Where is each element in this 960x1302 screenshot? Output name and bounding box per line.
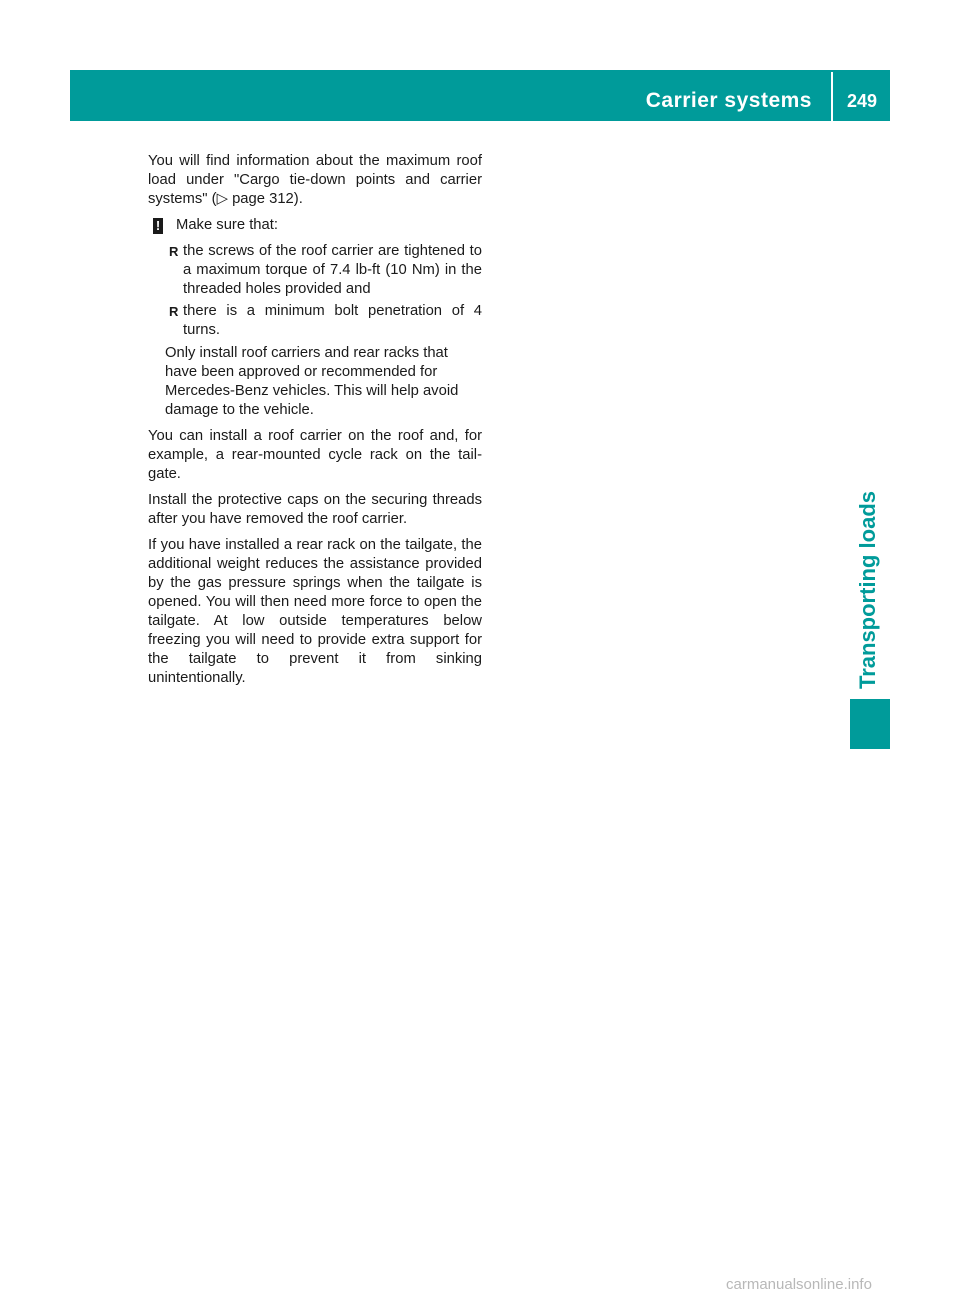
list-item: R there is a minimum bolt penetration of 4 turns. (169, 303, 482, 338)
warning-icon: ! (153, 218, 163, 234)
paragraph-protective-caps: Install the protective caps on the securing threads after you have removed the roof carrier. (148, 492, 482, 527)
bullet-icon: R (169, 304, 179, 319)
section-header-bar (70, 70, 890, 121)
paragraph-rear-rack: If you have installed a rear rack on the tailgate, the additional weight reduces the assistance provided by the gas pressure springs when the tailgate is opened. You will then need more force to open the tailgate. At low outside temperatures below freezing you will need to provide extra support for the tailgate to prevent it from sinking unintentionally. (148, 537, 482, 686)
intro-paragraph: You will find information about the maximum roof load under "Cargo tie-down points and carrier systems" (▷ page 312). (148, 153, 482, 207)
page-content (148, 152, 482, 695)
page-number: 249 (846, 91, 878, 111)
notice-bullet-list (165, 242, 482, 340)
paragraph-roof-carrier: You can install a roof carrier on the roof and, for example, a rear-mounted cycle rack on the tailgate. (148, 428, 482, 482)
notice-intro: Make sure that: (176, 217, 278, 233)
notice-text: Only install roof carriers and rear racks that have been approved or recommended for Mercedes-Benz vehicles. This will help avoid damage to the vehicle. (165, 345, 459, 418)
notice-block (148, 216, 482, 235)
section-title: Carrier systems (645, 89, 812, 112)
page-reference-link[interactable]: page 312). (227, 191, 303, 207)
header-divider (831, 72, 833, 121)
watermark: carmanualsonline.info (726, 1276, 872, 1293)
chapter-tab-label: Transporting loads (855, 490, 880, 690)
list-item: R the screws of the roof carrier are tightened to a maximum torque of 7.4 lb-ft (10 Nm) in the threaded holes provided and (169, 243, 482, 297)
chapter-tab-marker (850, 699, 890, 749)
chapter-tab[interactable] (838, 484, 898, 696)
page-reference-arrow-icon: ▷ (216, 191, 228, 207)
bullet-icon: R (169, 244, 179, 259)
